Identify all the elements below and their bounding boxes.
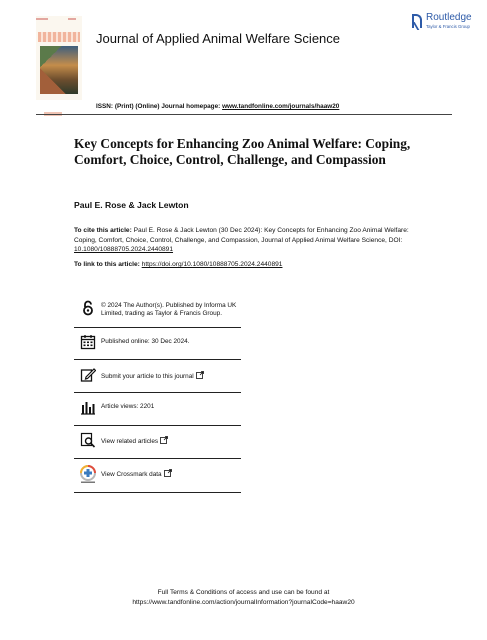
terms-footer bbox=[0, 588, 487, 607]
cover-title-art bbox=[38, 32, 80, 42]
brand-tagline: Taylor & Francis Group bbox=[426, 24, 470, 29]
cite-doi-link[interactable]: 10.1080/10888705.2024.2440891 bbox=[74, 246, 174, 254]
cover-photo bbox=[40, 46, 78, 94]
published-row bbox=[74, 328, 241, 360]
cite-label: To cite this article: bbox=[74, 227, 132, 234]
related-articles-label: View related articles bbox=[101, 438, 159, 445]
routledge-r-icon bbox=[412, 14, 422, 28]
submit-article-label: Submit your article to this journal bbox=[101, 373, 194, 380]
open-access-icon bbox=[80, 300, 96, 316]
journal-title: Journal of Applied Animal Welfare Science bbox=[96, 31, 341, 46]
issn-label: ISSN: (Print) (Online) Journal homepage: bbox=[96, 103, 221, 110]
crossmark-link[interactable] bbox=[101, 469, 241, 479]
open-access-row bbox=[74, 296, 241, 328]
related-articles-row[interactable] bbox=[74, 426, 241, 459]
header-divider bbox=[36, 114, 452, 115]
related-articles-link[interactable] bbox=[101, 436, 241, 446]
issn-line bbox=[96, 103, 339, 110]
external-link-icon bbox=[164, 469, 172, 477]
link-label: To link to this article: bbox=[74, 261, 140, 268]
open-access-text: © 2024 The Author(s). Published by Informa UK Limited, trading as Taylor & Francis Group. bbox=[101, 302, 237, 318]
article-doi-link[interactable]: https://doi.org/10.1080/10888705.2024.2440891 bbox=[141, 261, 283, 268]
journal-cover-image bbox=[36, 16, 82, 100]
crossmark-icon bbox=[79, 465, 97, 485]
article-link-line bbox=[74, 261, 414, 268]
external-link-icon bbox=[160, 436, 168, 444]
crossmark-label: View Crossmark data bbox=[101, 471, 162, 478]
crossmark-row[interactable] bbox=[74, 459, 241, 493]
routledge-logo[interactable] bbox=[412, 12, 482, 34]
cite-text: Paul E. Rose & Jack Lewton (30 Dec 2024): Key Concepts for Enhancing Zoo Animal Welfare: Coping, Comfort, Choice, Control, Challenge, and Compassion, Journal of Applied Animal Welfare Science, DOI: bbox=[74, 227, 409, 244]
submit-article-row[interactable] bbox=[74, 360, 241, 393]
external-link-icon bbox=[196, 371, 204, 379]
search-document-icon bbox=[80, 432, 96, 448]
article-title: Key Concepts for Enhancing Zoo Animal Welfare: Coping, Comfort, Choice, Control, Challenge, and Compassion bbox=[74, 136, 411, 167]
bar-chart-icon bbox=[80, 399, 96, 415]
article-views-row bbox=[74, 393, 241, 426]
citation-block bbox=[74, 226, 414, 255]
edit-icon bbox=[80, 367, 96, 383]
terms-url[interactable]: https://www.tandfonline.com/action/journalInformation?journalCode=haaw20 bbox=[132, 598, 355, 606]
cover-masthead bbox=[36, 18, 82, 21]
submit-article-link[interactable] bbox=[101, 371, 241, 381]
published-date-text: Published online: 30 Dec 2024. bbox=[101, 338, 190, 345]
journal-homepage-link[interactable]: www.tandfonline.com/journals/haaw20 bbox=[222, 103, 340, 110]
terms-text: Full Terms & Conditions of access and use can be found at bbox=[157, 589, 330, 596]
article-authors: Paul E. Rose & Jack Lewton bbox=[74, 200, 189, 210]
article-views-text: Article views: 2201 bbox=[101, 403, 155, 410]
calendar-icon bbox=[80, 334, 96, 350]
brand-name: Routledge bbox=[426, 12, 472, 23]
